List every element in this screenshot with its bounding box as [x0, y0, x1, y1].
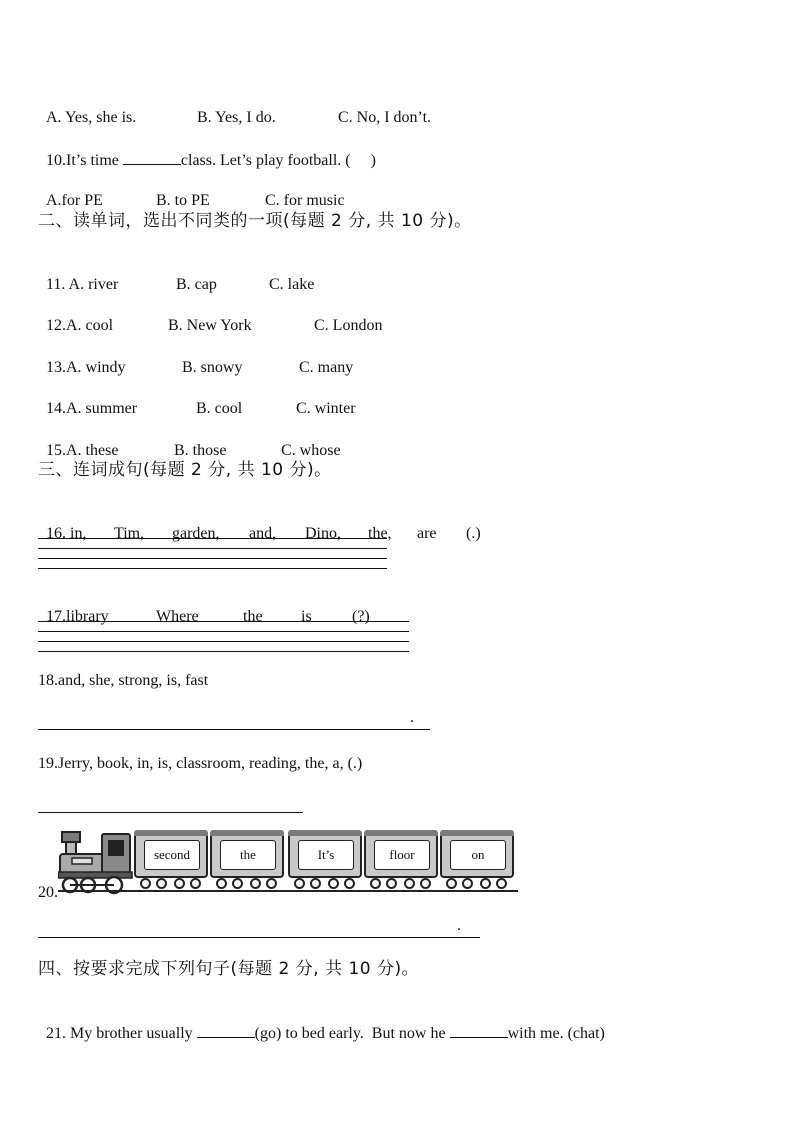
section4-title: 四、按要求完成下列句子(每题 2 分, 共 10 分)。 — [38, 959, 420, 979]
q21-text-pre: 21. My brother usually — [46, 1025, 197, 1042]
q16-word: 16. in, — [46, 525, 87, 542]
train-car-4 — [364, 830, 438, 878]
train-car-word: the — [220, 840, 276, 870]
q16-word: Dino, — [305, 525, 341, 542]
q19-text: 19.Jerry, book, in, is, classroom, reading, the, a, (.) — [38, 755, 363, 772]
q11 — [38, 255, 314, 295]
q16-writing-line[interactable] — [38, 548, 387, 549]
q9-option-b: B. Yes, I do. — [197, 109, 276, 126]
q16-word: garden, — [172, 525, 220, 542]
train-car-2 — [210, 830, 284, 878]
q15-option-b: B. those — [174, 442, 227, 459]
q16-word: (.) — [466, 525, 481, 542]
q20-number: 20. — [38, 884, 58, 901]
q13-option-a: 13.A. windy — [46, 359, 126, 376]
section2-title: 二、读单词，选出不同类的一项(每题 2 分, 共 10 分)。 — [38, 211, 472, 231]
q15 — [38, 421, 341, 461]
section3-title: 三、连词成句(每题 2 分, 共 10 分)。 — [38, 460, 332, 480]
q21-blank-2[interactable] — [450, 1023, 508, 1038]
train-car-word: on — [450, 840, 506, 870]
q9-option-c: C. No, I don’t. — [338, 109, 432, 126]
q11-option-b: B. cap — [176, 276, 217, 293]
q17-word: the — [243, 608, 263, 625]
q10-text-post: class. Let’s play football. ( — [180, 152, 351, 169]
q18-answer-line[interactable] — [38, 729, 430, 730]
q12-option-a: 12.A. cool — [46, 317, 114, 334]
q15-option-c: C. whose — [281, 442, 341, 459]
q15-option-a: 15.A. these — [46, 442, 119, 459]
q12 — [38, 296, 382, 336]
q11-option-c: C. lake — [269, 276, 315, 293]
locomotive-icon — [58, 828, 134, 896]
q16-writing-line[interactable] — [38, 568, 387, 569]
q21-text-post: with me. (chat) — [507, 1025, 605, 1042]
q17-word: (?) — [352, 608, 370, 625]
q10-question — [38, 130, 376, 171]
q21-question — [38, 1003, 605, 1044]
q13 — [38, 338, 353, 378]
q21-blank-1[interactable] — [197, 1023, 255, 1038]
train-car-1 — [134, 830, 208, 878]
train-car-5 — [440, 830, 514, 878]
q17-writing-line[interactable] — [38, 641, 409, 642]
q14 — [38, 379, 356, 419]
q17-word: Where — [156, 608, 199, 625]
q14-option-c: C. winter — [296, 400, 356, 417]
train-track — [58, 890, 518, 892]
q16-word: and, — [249, 525, 277, 542]
q10-blank[interactable] — [123, 150, 181, 165]
q14-option-a: 14.A. summer — [46, 400, 138, 417]
q20-period: . — [457, 917, 461, 934]
q17-writing-line[interactable] — [38, 651, 409, 652]
train-car-word: floor — [374, 840, 430, 870]
q10-options — [38, 171, 345, 211]
q16-word: Tim, — [114, 525, 145, 542]
q13-option-b: B. snowy — [182, 359, 243, 376]
q19-answer-line[interactable] — [38, 812, 303, 813]
q10-option-a: A.for PE — [46, 192, 103, 209]
q12-option-c: C. London — [314, 317, 383, 334]
q16-word: are — [417, 525, 437, 542]
train-car-word: It’s — [298, 840, 354, 870]
train-car-word: second — [144, 840, 200, 870]
q16-word: the, — [368, 525, 392, 542]
q17-word: is — [301, 608, 312, 625]
q9-option-a: A. Yes, she is. — [46, 109, 137, 126]
q17-writing-line[interactable] — [38, 621, 409, 622]
train-illustration — [58, 828, 518, 896]
q18-period: . — [410, 709, 414, 726]
q20-answer-line[interactable] — [38, 937, 480, 938]
q17-writing-line[interactable] — [38, 631, 409, 632]
train-car-3 — [288, 830, 362, 878]
q12-option-b: B. New York — [168, 317, 252, 334]
q10-option-b: B. to PE — [156, 192, 210, 209]
q21-text-mid: (go) to bed early. But now he — [254, 1025, 450, 1042]
q16-writing-line[interactable] — [38, 538, 387, 539]
q16-writing-line[interactable] — [38, 558, 387, 559]
q11-option-a: 11. A. river — [46, 276, 119, 293]
q14-option-b: B. cool — [196, 400, 243, 417]
q18-text: 18.and, she, strong, is, fast — [38, 672, 209, 689]
q17-word: 17.library — [46, 608, 109, 625]
q9-options — [38, 88, 431, 128]
q13-option-c: C. many — [299, 359, 354, 376]
q10-option-c: C. for music — [265, 192, 345, 209]
q10-close-paren: ) — [370, 152, 376, 169]
q10-text-pre: 10.It’s time — [46, 152, 123, 169]
